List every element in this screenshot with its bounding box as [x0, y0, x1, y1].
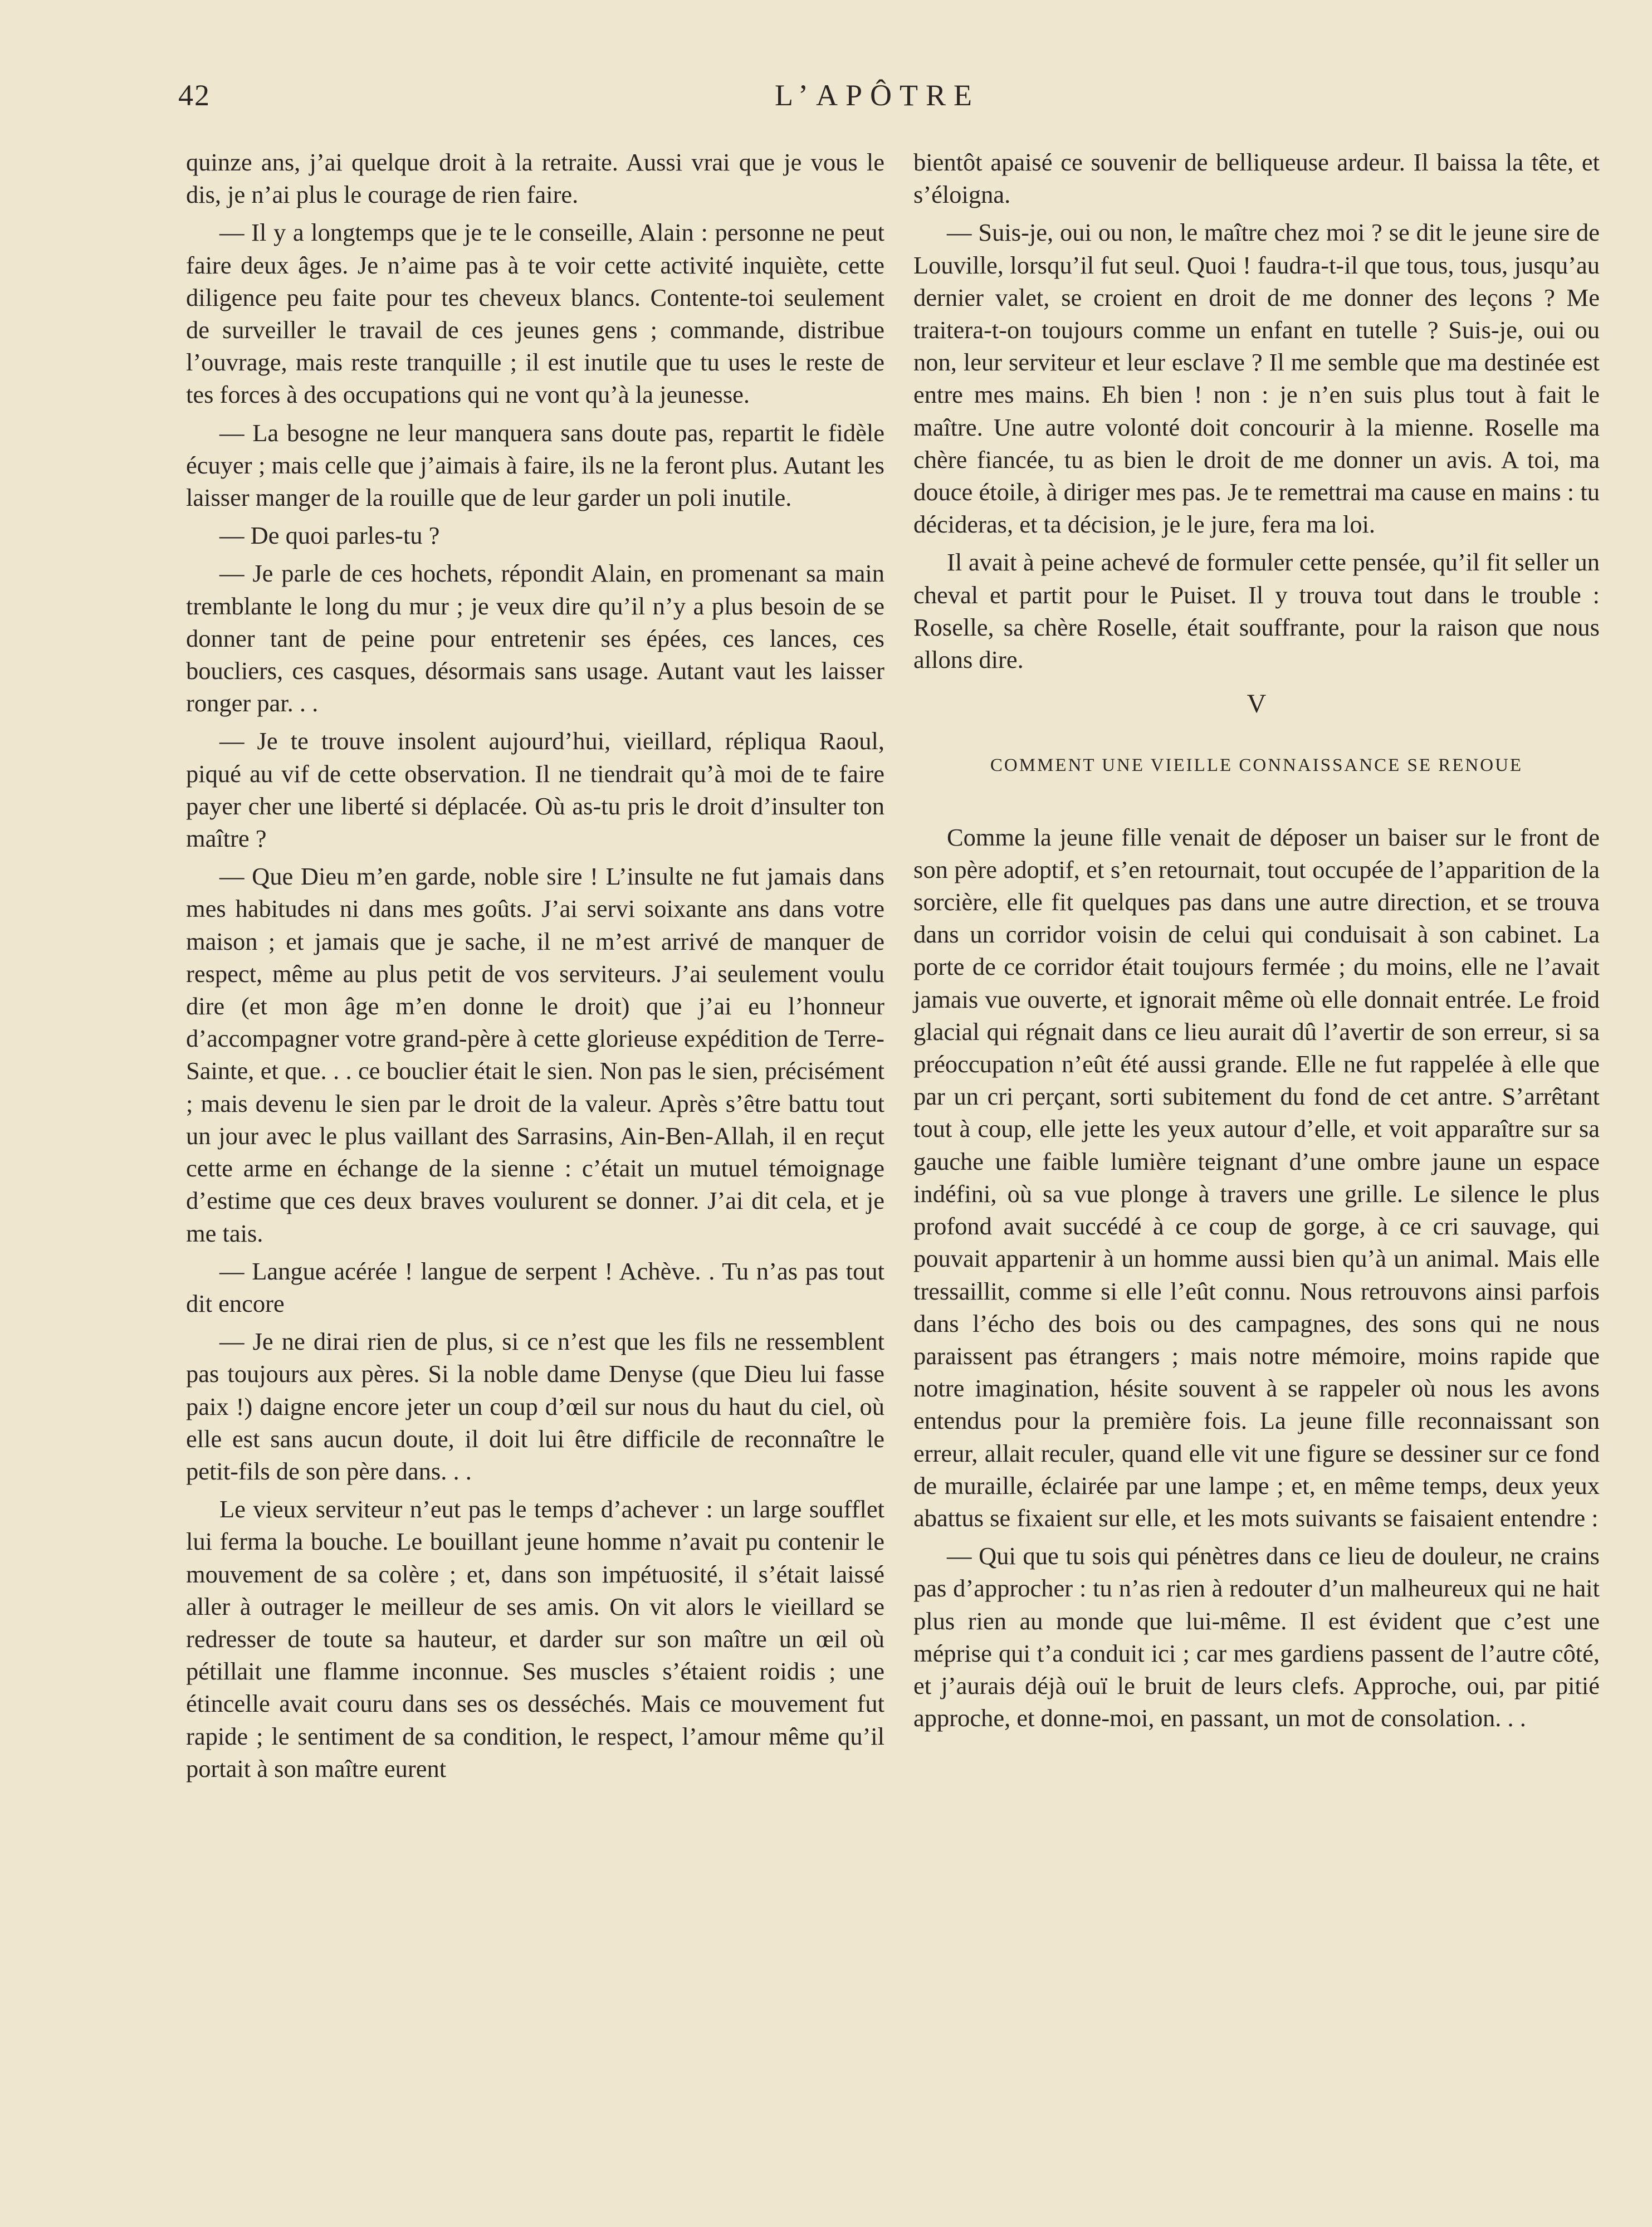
chapter-number: V	[1247, 689, 1267, 719]
right-column	[913, 146, 1600, 1740]
left-column	[186, 146, 884, 1790]
paragraph: — Il y a longtemps que je te le conseille, Alain : personne ne peut faire deux âges. Je n’aime pas à te voir cette activité inquiète, cette diligence peu faite pour tes cheveux blancs. Contente-toi seulement de surveiller le travail de ces jeunes gens ; commande, distribue l’ouvrage, mais reste tranquille ; il est inutile que tu uses le reste de tes forces à des occupations qui ne vont qu’à la jeunesse.	[186, 218, 884, 409]
paragraph: — Que Dieu m’en garde, noble sire ! L’insulte ne fut jamais dans mes habitudes ni dans mes goûts. J’ai servi soixante ans dans votre maison ; et jamais que je sache, il ne m’est arrivé de manquer de respect, même au plus petit de vos serviteurs. J’ai seulement voulu dire (et mon âge m’en donne le droit) que j’ai eu l’honneur d’accompagner votre grand-père à cette glorieuse expédition de Terre-Sainte, et que. . . ce bouclier était le sien. Non pas le sien, précisément ; mais devenu le sien par le droit de la valeur. Après s’être battu tout un jour avec le plus vaillant des Sarrasins, Ain-Ben-Allah, il en reçut cette arme en échange de la sienne : c’était un mutuel témoignage d’estime que ces deux braves voulurent se donner. J’ai dit cela, et je me tais.	[186, 862, 884, 1247]
page-number: 42	[178, 79, 211, 112]
paragraph: — De quoi parles-tu ?	[219, 521, 440, 550]
paragraph: — Je ne dirai rien de plus, si ce n’est que les fils ne ressemblent pas toujours aux pères. Si la noble dame Denyse (que Dieu lui fasse paix !) daigne encore jeter un coup d’œil sur nous du haut du ciel, où elle est sans aucun doute, il doit lui être difficile de reconnaître le petit-fils de son père dans. . .	[186, 1327, 884, 1485]
paragraph: — Qui que tu sois qui pénètres dans ce lieu de douleur, ne crains pas d’approcher : tu n’as rien à redouter d’un malheureux qui ne hait plus rien au monde que lui-même. Il est évident que c’est une méprise qui t’a conduit ici ; car mes gardiens passent de l’autre côté, et j’aurais déjà ouï le bruit de leurs clefs. Approche, oui, par pitié approche, et donne-moi, en passant, un mot de consolation. . .	[913, 1542, 1600, 1732]
paragraph: Il avait à peine achevé de formuler cette pensée, qu’il fit seller un cheval et partit pour le Puiset. Il y trouva tout dans le trouble : Roselle, sa chère Roselle, était souffrante, pour la raison que nous allons dire.	[913, 548, 1600, 674]
paragraph: Comme la jeune fille venait de déposer un baiser sur le front de son père adoptif, et s’en retournait, tout occupée de l’apparition de la sorcière, elle fit quelques pas dans une autre direction, et se trouva dans un corridor voisin de celui qui conduisait à son cabinet. La porte de ce corridor était toujours fermée ; du moins, elle ne l’avait jamais vue ouverte, et ignorait même où elle donnait entrée. Le froid glacial qui régnait dans ce lieu aurait dû l’avertir de son erreur, si sa préoccupation n’eût été aussi grande. Elle ne fut rappelée à elle que par un cri perçant, sorti subitement du fond de cet antre. S’arrêtant tout à coup, elle jette les yeux autour d’elle, et voit apparaître sur sa gauche une faible lumière teignant d’une ombre jaune un espace indéfini, où sa vue plonge à travers une grille. Le silence le plus profond avait succédé à ce coup de gorge, à ce cri sauvage, qui pouvait appartenir à un homme aussi bien qu’à un animal. Mais elle tressaillit, comme si elle l’eût connu. Nous retrouvons ainsi parfois dans l’écho des bois ou des campagnes, des sons qui ne nous paraissent pas étrangers ; mais notre mémoire, moins rapide que notre imagination, hésite souvent à se rappeler où nous les avons entendus pour la première fois. La jeune fille reconnaissant son erreur, allait reculer, quand elle vit une figure se dessiner sur ce fond de muraille, éclairée par une lampe ; et, en même temps, deux yeux abattus se fixaient sur elle, et les mots suivants se faisaient entendre :	[913, 823, 1600, 1532]
paragraph: — Je te trouve insolent aujourd’hui, vieillard, répliqua Raoul, piqué au vif de cette observation. Il ne tiendrait qu’à moi de te faire payer cher une liberté si déplacée. Où as-tu pris le droit d’insulter ton maître ?	[186, 727, 884, 853]
paragraph: — La besogne ne leur manquera sans doute pas, repartit le fidèle écuyer ; mais celle que j’aimais à faire, ils ne la feront plus. Autant les laisser manger de la rouille que de leur garder un poli inutile.	[186, 418, 884, 512]
paragraph: — Langue acérée ! langue de serpent ! Achève. . Tu n’as pas tout dit encore	[186, 1257, 884, 1317]
paragraph: Le vieux serviteur n’eut pas le temps d’achever : un large soufflet lui ferma la bouche. Le bouillant jeune homme n’avait pu contenir le mouvement de sa colère ; et, dans son impétuosité, il s’était laissé aller à outrager le meilleur de ses amis. On vit alors le vieillard se redresser de toute sa hauteur, et darder sur son maître un œil où pétillait une flamme inconnue. Ses muscles s’étaient roidis ; une étincelle avait couru dans ses os desséchés. Mais ce mouvement fut rapide ; le sentiment de sa condition, le respect, l’amour même qu’il portait à son maître eurent	[186, 1495, 884, 1782]
running-title: L’APÔTRE	[774, 79, 980, 112]
page-header	[178, 78, 1576, 123]
paragraph: quinze ans, j’ai quelque droit à la retraite. Aussi vrai que je vous le dis, je n’ai plus le courage de rien faire.	[186, 148, 884, 209]
chapter-title: COMMENT UNE VIEILLE CONNAISSANCE SE RENOUE	[990, 755, 1523, 776]
paragraph: — Je parle de ces hochets, répondit Alain, en promenant sa main tremblante le long du mur ; je veux dire qu’il n’y a plus besoin de se donner tant de peine pour entretenir ses épées, ces lances, ces boucliers, ces casques, désormais sans usage. Autant vaut les laisser ronger par. . .	[186, 559, 884, 717]
paragraph: bientôt apaisé ce souvenir de belliqueuse ardeur. Il baissa la tête, et s’éloigna.	[913, 148, 1600, 209]
paragraph: — Suis-je, oui ou non, le maître chez moi ? se dit le jeune sire de Louville, lorsqu’il fut seul. Quoi ! faudra-t-il que tous, tous, jusqu’au dernier valet, se croient en droit de me donner des leçons ? Me traitera-t-on toujours comme un enfant en tutelle ? Suis-je, oui ou non, leur serviteur et leur esclave ? Il me semble que ma destinée est entre mes mains. Eh bien ! non : je n’en suis plus tout à fait le maître. Une autre volonté doit concourir à la mienne. Roselle ma chère fiancée, tu as bien le droit de me donner un avis. A toi, ma douce étoile, à diriger mes pas. Je te remettrai ma cause en mains : tu décideras, et ta décision, je le jure, fera ma loi.	[913, 218, 1600, 539]
